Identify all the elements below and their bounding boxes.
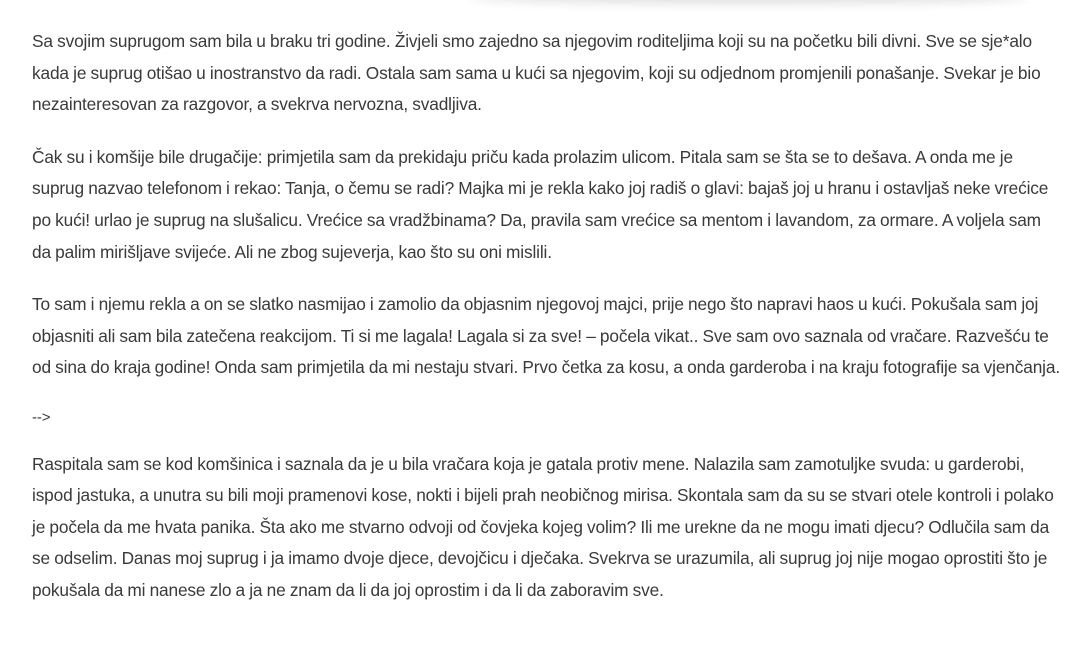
- article-body: [32, 26, 1060, 607]
- article-paragraph: Sa svojim suprugom sam bila u braku tri godine. Živjeli smo zajedno sa njegovim roditeljima koji su na početku bili divni. Sve se sje*alo kada je suprug otišao u inostranstvo da radi. Ostala sam sama u kući sa njegovim, koji su odjednom promjenili ponašanje. Svekar je bio nezainteresovan za razgovor, a svekrva nervozna, svadljiva.: [32, 31, 1041, 115]
- stray-arrow-text: -->: [32, 408, 51, 426]
- article-paragraph: To sam i njemu rekla a on se slatko nasmijao i zamolio da objasnim njegovoj majci, prije nego što napravi haos u kući. Pokušala sam joj objasniti ali sam bila zatečena reakcijom. Ti si me lagala! Lagala si za sve! – počela vikat.. Sve sam ovo saznala od vračare. Razvešću te od sina do kraja godine! Onda sam primjetila da mi nestaju stvari. Prvo četka za kosu, a onda garderoba i na kraju fotografije sa vjenčanja.: [32, 294, 1060, 378]
- article-paragraph: Čak su i komšije bile drugačije: primjetila sam da prekidaju priču kada prolazim ulicom. Pitala sam se šta se to dešava. A onda me je suprug nazvao telefonom i rekao: Tanja, o čemu se radi? Majka mi je rekla kako joj radiš o glavi: bajaš joj u hranu i ostavljaš neke vrećice po kući! urlao je suprug na slušalicu. Vrećice sa vradžbinama? Da, pravila sam vrećice sa mentom i lavandom, za ormare. A voljela sam da palim mirišljave svijeće. Ali ne zbog sujeverja, kao što su oni mislili.: [32, 146, 1049, 262]
- article-paragraph: Raspitala sam se kod komšinica i saznala da je u bila vračara koja je gatala protiv mene. Nalazila sam zamotuljke svuda: u garderobi, ispod jastuka, a unutra su bili moji pramenovi kose, nokti i bijeli prah neobičnog mirisa. Skontala sam da su se stvari otele kontroli i polako je počela da me hvata panika. Šta ako me stvarno odvoji od čovjeka kojeg volim? Ili me urekne da ne mogu imati djecu? Odlučila sam da se odselim. Danas moj suprug i ja imamo dvoje djece, devojčicu i dječaka. Svekrva se urazumila, ali suprug joj nije mogao oprostiti što je pokušala da mi nanese zlo a ja ne znam da li da joj oprostim i da li da zaboravim sve.: [32, 453, 1054, 600]
